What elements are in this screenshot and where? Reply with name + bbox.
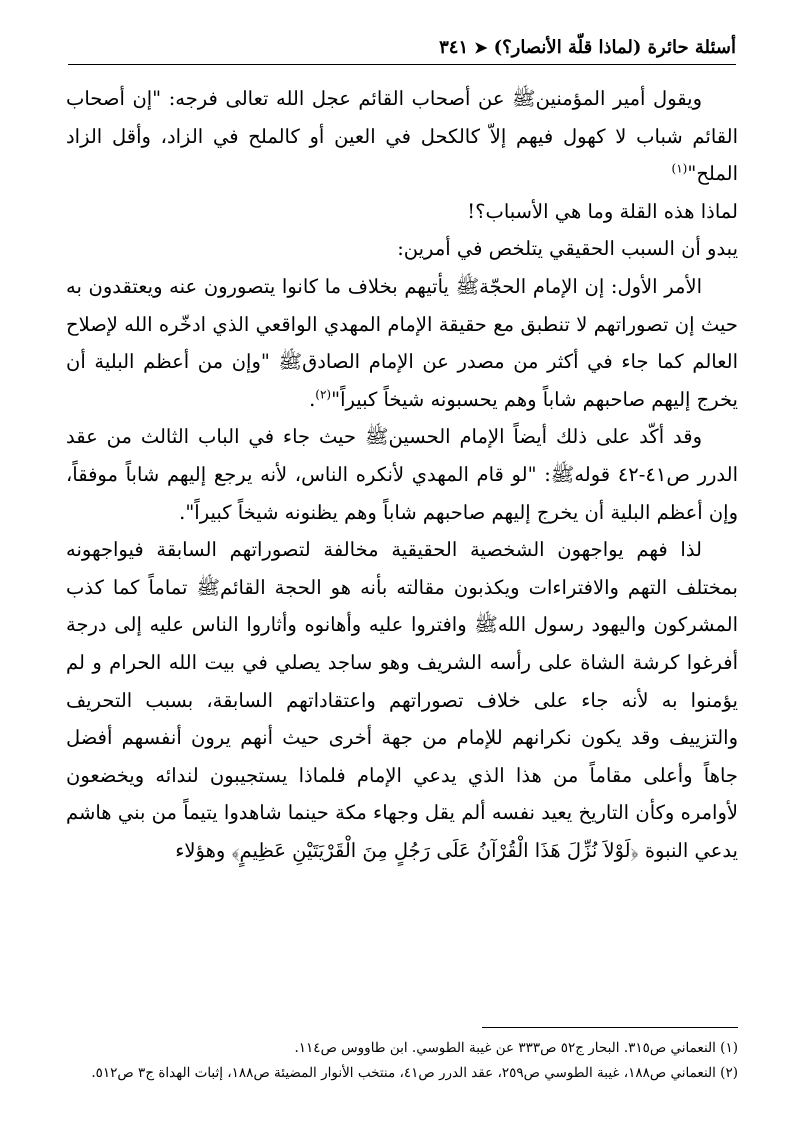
paragraph-text: يبدو أن السبب الحقيقي يتلخص في أمرين: bbox=[397, 237, 738, 261]
paragraph-tail: . bbox=[309, 387, 316, 411]
header-rule bbox=[68, 64, 736, 65]
paragraph-text: لماذا هذه القلة وما هي الأسباب؟! bbox=[467, 199, 738, 223]
paragraph-text: الأمر الأول: إن الإمام الحجّةﷺ يأتيهم بخلاف ما كانوا يتصورون عنه ويعتقدون به حيث إن تصوراتهم لا تنطبق مع حقيقة الإمام المهدي الواقعي الذي ادخّره الله لإصلاح العالم كما جاء في أكثر من مصدر عن الإمام الصادقﷺ "وإن من أعظم البلية أن يخرج إليهم صاحبهم شاباً وهم يحسبونه شيخاً كبيراً" bbox=[66, 274, 738, 411]
paragraph-imam-hussain bbox=[66, 418, 738, 531]
page-header bbox=[68, 33, 736, 61]
paragraph-question bbox=[66, 193, 738, 231]
page-number: ٣٤١ bbox=[439, 36, 469, 58]
footnote-rule bbox=[482, 1027, 738, 1028]
paragraph-first-reason bbox=[66, 268, 738, 418]
paragraph-two-reasons bbox=[66, 230, 738, 268]
arrow-icon: ➤ bbox=[474, 37, 488, 57]
paragraph-text: لذا فهم يواجهون الشخصية الحقيقية مخالفة لتصوراتهم السابقة فيواجهونه بمختلف التهم والافتراءات ويكذبون مقالته بأنه هو الحجة القائمﷺ تماماً كما كذب المشركون واليهود رسول اللهﷺ وافتروا عليه وأهانوه وأثاروا الناس عليه إلى درجة أفرغوا كرشة الشاة على رأسه الشريف وهو ساجد يصلي في بيت الله الحرام و لم يؤمنوا به لأنه جاء على خلاف تصوراتهم واعتقاداتهم السابقة، بسبب التحريف والتزييف وقد يكون نكرانهم للإمام من جهة أخرى حيث أنهم يرون أنفسهم أفضل جاهاً وأعلى مقاماً من هذا الذي يدعي الإمام فلماذا يستجيبون لندائه ويخضعون لأوامره وكأن التاريخ يعيد نفسه ألم يقل وجهاء مكة حينما شاهدوا يتيماً من بني هاشم يدعي النبوة ﴿لَوْلاَ نُزِّلَ هَذَا الْقُرْآنُ عَلَى رَجُلٍ مِنَ الْقَرْيَتَيْنِ عَظِيمٍ﴾ وهؤلاء bbox=[66, 538, 738, 862]
paragraph-text: ويقول أمير المؤمنينﷺ عن أصحاب القائم عجل الله تعالى فرجه: "إن أصحاب القائم شباب لا كهول فيهم إلاّ كالكحل في العين أو كالملح في الزاد، وأقل الزاد الملح" bbox=[66, 87, 738, 186]
footnotes bbox=[66, 1036, 738, 1086]
footnote-ref: (١) bbox=[671, 161, 688, 176]
paragraph-text: وقد أكّد على ذلك أيضاً الإمام الحسينﷺ حيث جاء في الباب الثالث من عقد الدرر ص٤١-٤٢ قولهﷺ: "لو قام المهدي لأنكره الناس، لأنه يرجع إليهم شاباً موفقاً، وإن أعظم البلية أن يخرج إليهم صاحبهم شاباً وهم يظنونه شيخاً كبيراً". bbox=[66, 425, 738, 524]
running-title: أسئلة حائرة (لماذا قلّة الأنصار؟) bbox=[493, 36, 736, 58]
footnote-ref: (٢) bbox=[315, 387, 332, 402]
paragraph-confrontation bbox=[66, 531, 738, 869]
footnote-1: (١) النعماني ص٣١٥. البحار ج٥٢ ص٣٣٣ عن غيبة الطوسي. ابن طاووس ص١١٤. bbox=[294, 1040, 738, 1056]
paragraph-quote-amir bbox=[66, 80, 738, 193]
footnote-2: (٢) النعماني ص١٨٨، غيبة الطوسي ص٢٥٩، عقد الدرر ص٤١، منتخب الأنوار المضيئة ص١٨٨، إثبات الهداة ج٣ ص٥١٢. bbox=[91, 1065, 738, 1081]
page-body bbox=[66, 80, 738, 869]
